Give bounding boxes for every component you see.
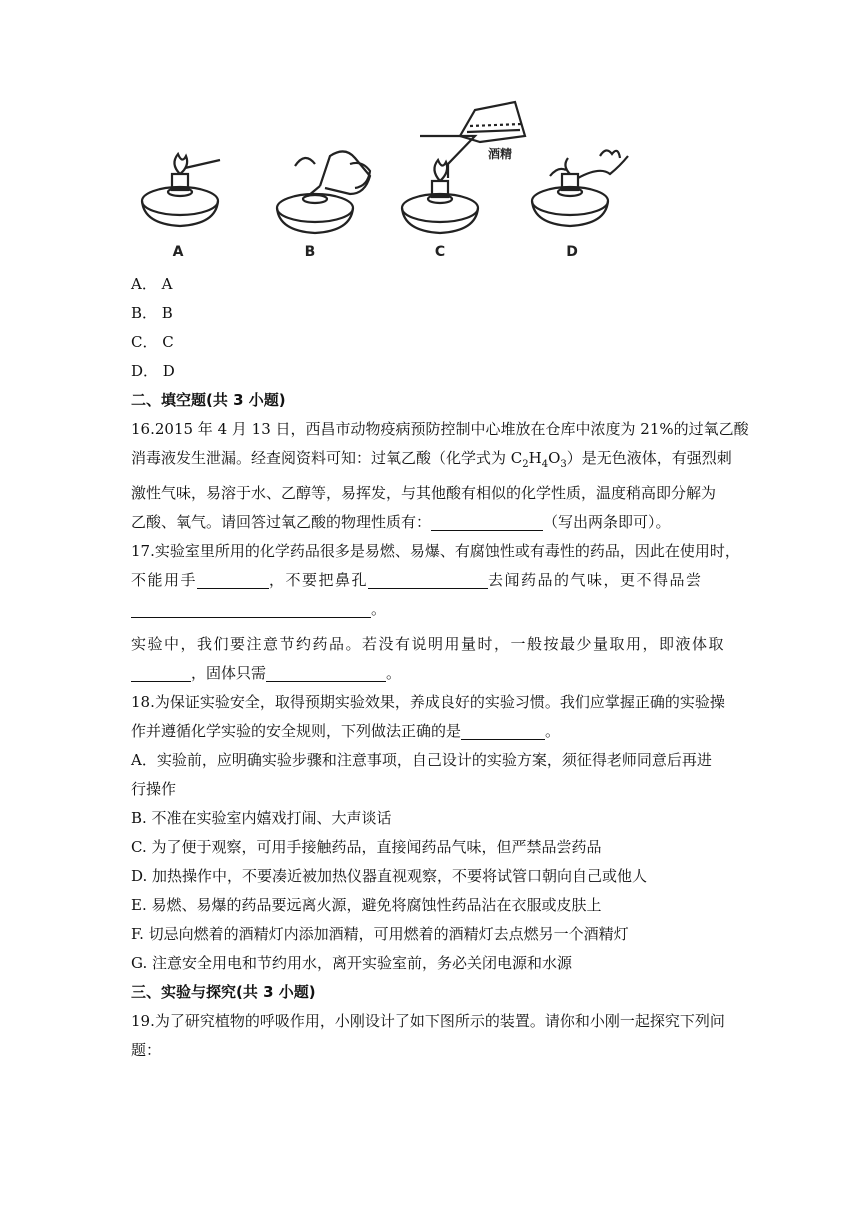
q16-line2: 消毒液发生泄漏。经查阅资料可知：过氧乙酸（化学式为 $C_2H_4O_3$）是无色液体，有强烈刺 bbox=[131, 449, 732, 470]
label-d: D bbox=[566, 244, 578, 260]
q17-line2: 不能用手 ，不要把鼻孔 去闻药品的气味，更不得品尝 bbox=[131, 571, 703, 589]
lamp-b bbox=[277, 151, 370, 233]
option-b: B． B bbox=[131, 304, 173, 322]
question-17 bbox=[131, 537, 740, 688]
lamp-a bbox=[142, 154, 220, 226]
q18-option-a-line1: A．实验前，应明确实验步骤和注意事项，自己设计的实验方案，须征得老师同意后再进 bbox=[131, 751, 712, 769]
lamp-d bbox=[532, 150, 628, 226]
alcohol-lamp-figure bbox=[130, 96, 650, 266]
question-19 bbox=[131, 1007, 731, 1065]
q19-line1: 19.为了研究植物的呼吸作用，小刚设计了如下图所示的装置。请你和小刚一起探究下列问 bbox=[131, 1012, 725, 1030]
q17-blank-5[interactable] bbox=[266, 663, 386, 682]
q17-blank-1[interactable] bbox=[197, 570, 269, 589]
q18-option-d: D. 加热操作中，不要凑近被加热仪器直视观察，不要将试管口朝向自己或他人 bbox=[131, 867, 648, 885]
q18-option-f: F. 切忌向燃着的酒精灯内添加酒精，可用燃着的酒精灯去点燃另一个酒精灯 bbox=[131, 925, 629, 943]
document-body bbox=[131, 270, 749, 1065]
q17-line5: ，固体只需 。 bbox=[131, 659, 731, 688]
q18-option-a-line2: 行操作 bbox=[131, 780, 177, 798]
q17-blank-3[interactable] bbox=[131, 599, 371, 618]
section-2-heading: 二、填空题(共 3 小题) bbox=[131, 391, 286, 409]
label-c: C bbox=[434, 244, 446, 260]
lamp-c bbox=[402, 102, 525, 233]
q18-option-b: B. 不准在实验室内嬉戏打闹、大声谈话 bbox=[131, 809, 392, 827]
q16-line4: 乙酸、氧气。请回答过氧乙酸的物理性质有： （写出两条即可）。 bbox=[131, 513, 671, 531]
q18-option-c: C. 为了便于观察，可用手接触药品，直接闻药品气味，但严禁品尝药品 bbox=[131, 838, 602, 856]
label-b: B bbox=[304, 244, 316, 260]
option-c: C． C bbox=[131, 333, 174, 351]
q17-line3: 。 bbox=[131, 595, 731, 624]
section-3-heading: 三、实验与探究(共 3 小题) bbox=[131, 983, 316, 1001]
option-a: A． A bbox=[131, 275, 173, 293]
q17-line1: 17.实验室里所用的化学药品很多是易燃、易爆、有腐蚀性或有毒性的药品，因此在使用时， bbox=[131, 542, 740, 560]
q16-line1: 16.2015 年 4 月 13 日，西昌市动物疫病预防控制中心堆放在仓库中浓度为 21%的过氧乙酸 bbox=[131, 420, 749, 438]
label-a: A bbox=[172, 244, 184, 260]
q16-line3: 激性气味，易溶于水、乙醇等，易挥发，与其他酸有相似的化学性质，温度稍高即分解为 bbox=[131, 484, 717, 502]
q18-line2: 作并遵循化学实验的安全规则，下列做法正确的是 。 bbox=[131, 722, 561, 740]
q17-line4: 实验中，我们要注意节约药品。若没有说明用量时，一般按最少量取用，即液体取 bbox=[131, 635, 726, 653]
question-18 bbox=[131, 688, 731, 978]
q18-option-e: E. 易燃、易爆的药品要远离火源，避免将腐蚀性药品沾在衣服或皮肤上 bbox=[131, 896, 602, 914]
q18-blank[interactable] bbox=[461, 721, 545, 740]
q19-line2: 题： bbox=[131, 1041, 162, 1059]
q17-blank-4[interactable] bbox=[131, 663, 191, 682]
label-alcohol: 酒精 bbox=[487, 147, 513, 161]
alcohol-lamp-illustration bbox=[130, 96, 650, 266]
q18-option-g: G. 注意安全用电和节约用水，离开实验室前，务必关闭电源和水源 bbox=[131, 954, 572, 972]
q16-blank[interactable] bbox=[431, 512, 543, 531]
q17-blank-2[interactable] bbox=[368, 570, 488, 589]
q18-line1: 18.为保证实验安全，取得预期实验效果，养成良好的实验习惯。我们应掌握正确的实验操 bbox=[131, 693, 725, 711]
option-d: D． D bbox=[131, 362, 175, 380]
question-16 bbox=[131, 415, 749, 537]
